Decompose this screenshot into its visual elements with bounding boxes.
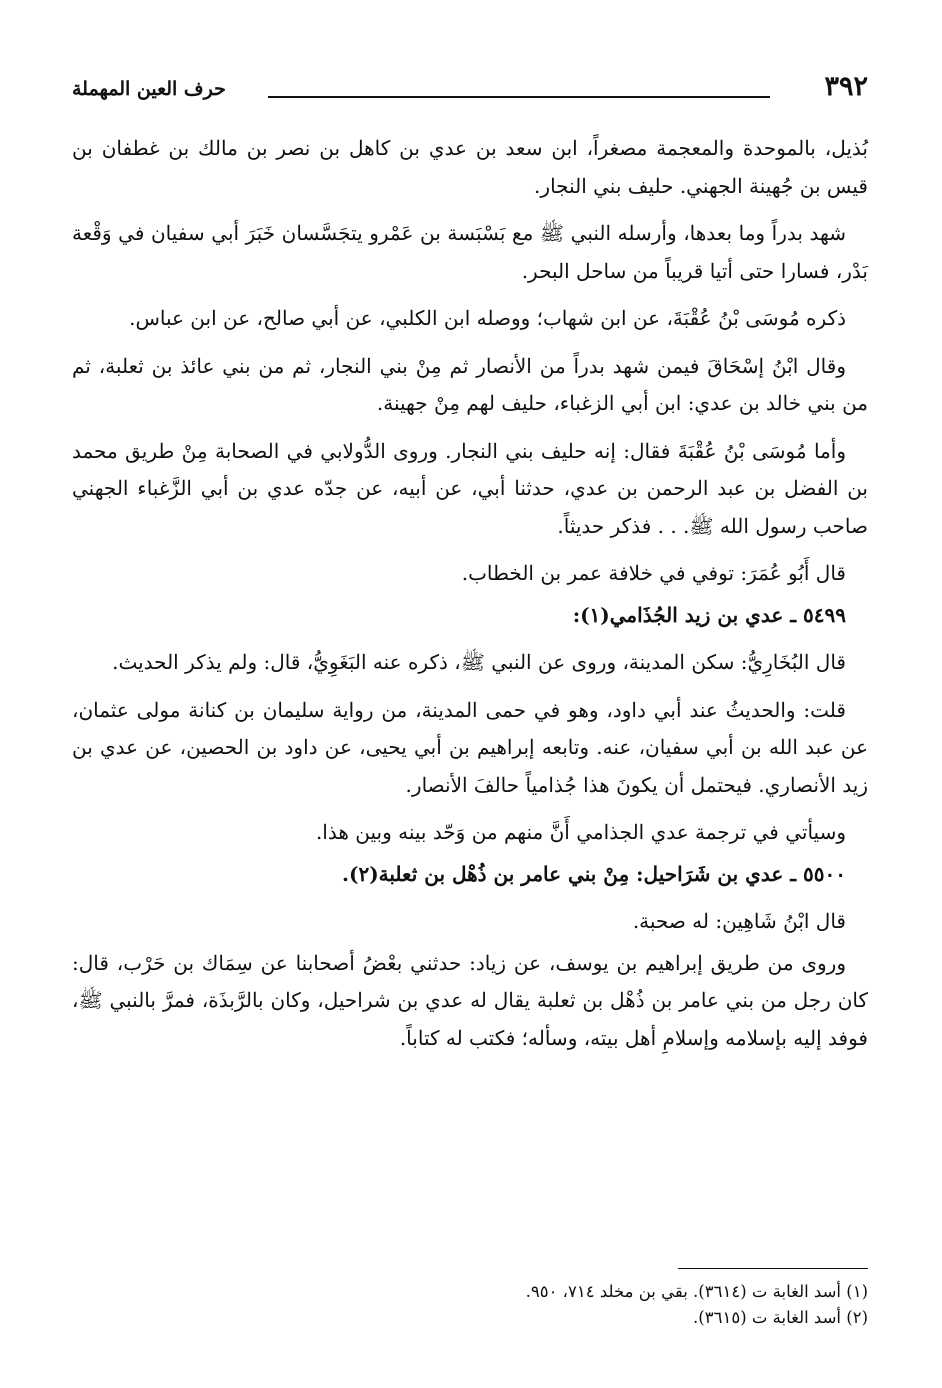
paragraph: ذكره مُوسَى بْنُ عُقْبَةَ، عن ابن شهاب؛ ووصله ابن الكلبي، عن أبي صالح، عن ابن عباس. bbox=[129, 306, 846, 330]
header-rule bbox=[268, 96, 770, 98]
main-text bbox=[72, 130, 868, 1067]
paragraph: وروى من طريق إبراهيم بن يوسف، عن زياد: حدثني بعْضُ أصحابنا عن سِمَاك بن حَرْب، قال: كان رجل من بني عامر بن ذُهْل بن ثعلبة يقال له عدي بن شراحيل، وكان بالرَّبذَة، فمرَّ بالنبي ﷺ، فوفد إليه بإسلامه وإسلامِ أهل بيته، وسأله؛ فكتب له كتاباً. bbox=[72, 950, 869, 1050]
paragraph: قلت: والحديثُ عند أبي داود، وهو في حمى المدينة، من رواية سليمان بن كنانة مولى عثمان، عن عبد الله بن أبي سفيان، عنه. وتابعه إبراهيم بن أبي يحيى، عن داود بن الحصين، عن عدي بن زيد الأنصاري. فيحتمل أن يكونَ هذا جُذامياً حالفَ الأنصار. bbox=[72, 697, 869, 797]
paragraph: قال أَبُو عُمَرَ: توفي في خلافة عمر بن الخطاب. bbox=[461, 561, 846, 585]
footnote: (١) أسد الغابة ت (٣٦١٤). بقي بن مخلد ٧١٤، ٩٥٠. bbox=[525, 1282, 868, 1301]
entry-heading: ٥٥٠٠ ـ عدي بن شَرَاحيل: مِنْ بني عامر بن ذُهْل بن ثعلبة(٢). bbox=[342, 861, 846, 886]
page-number: ٣٩٢ bbox=[824, 71, 868, 102]
paragraph: بُذيل، بالموحدة والمعجمة مصغراً، ابن سعد بن عدي بن كاهل بن نصر بن مالك بن غطفان بن قيس بن جُهينة الجهني. حليف بني النجار. bbox=[72, 136, 868, 198]
paragraph: وسيأتي في ترجمة عدي الجذامي أَنَّ منهم من وَحّد بينه وبين هذا. bbox=[315, 820, 846, 844]
footnotes bbox=[72, 1268, 868, 1331]
paragraph: شهد بدراً وما بعدها، وأرسله النبي ﷺ مع بَسْبَسة بن عَمْرو يتجَسَّسان خَبَرَ أبي سفيان في وَقْعة بَدْر، فسارا حتى أتيا قريباً من ساحل البحر. bbox=[72, 221, 868, 283]
paragraph: وقال ابْنُ إسْحَاقَ فيمن شهد بدراً من الأنصار ثم مِنْ بني النجار، ثم من بني عائذ بن ثعلبة، ثم من بني خالد بن عدي: ابن أبي الزغباء، حليف لهم مِنْ جهينة. bbox=[72, 353, 868, 415]
paragraph: قال البُخَارِيُّ: سكن المدينة، وروى عن النبي ﷺ، ذكره عنه البَغَوِيُّ، قال: ولم يذكر الحديث. bbox=[112, 650, 846, 674]
paragraph: قال ابْنُ شَاهِين: له صحبة. bbox=[632, 909, 846, 933]
footnote-rule bbox=[678, 1268, 868, 1269]
paragraph: وأما مُوسَى بْنُ عُقْبَةَ فقال: إنه حليف بني النجار. وروى الدُّولابي في الصحابة مِنْ طريق محمد بن الفضل بن عبد الرحمن بن عدي، حدثنا أبي، عن أبيه، عن جدّه عدي بن أبي الزَّغباء الجهني صاحب رسول الله ﷺ. . . فذكر حديثاً. bbox=[72, 438, 868, 538]
page-header bbox=[72, 70, 868, 110]
running-title: حرف العين المهملة bbox=[72, 78, 226, 100]
footnote: (٢) أسد الغابة ت (٣٦١٥). bbox=[693, 1308, 868, 1327]
entry-heading: ٥٤٩٩ ـ عدي بن زيد الجُذَامي(١): bbox=[572, 602, 846, 627]
